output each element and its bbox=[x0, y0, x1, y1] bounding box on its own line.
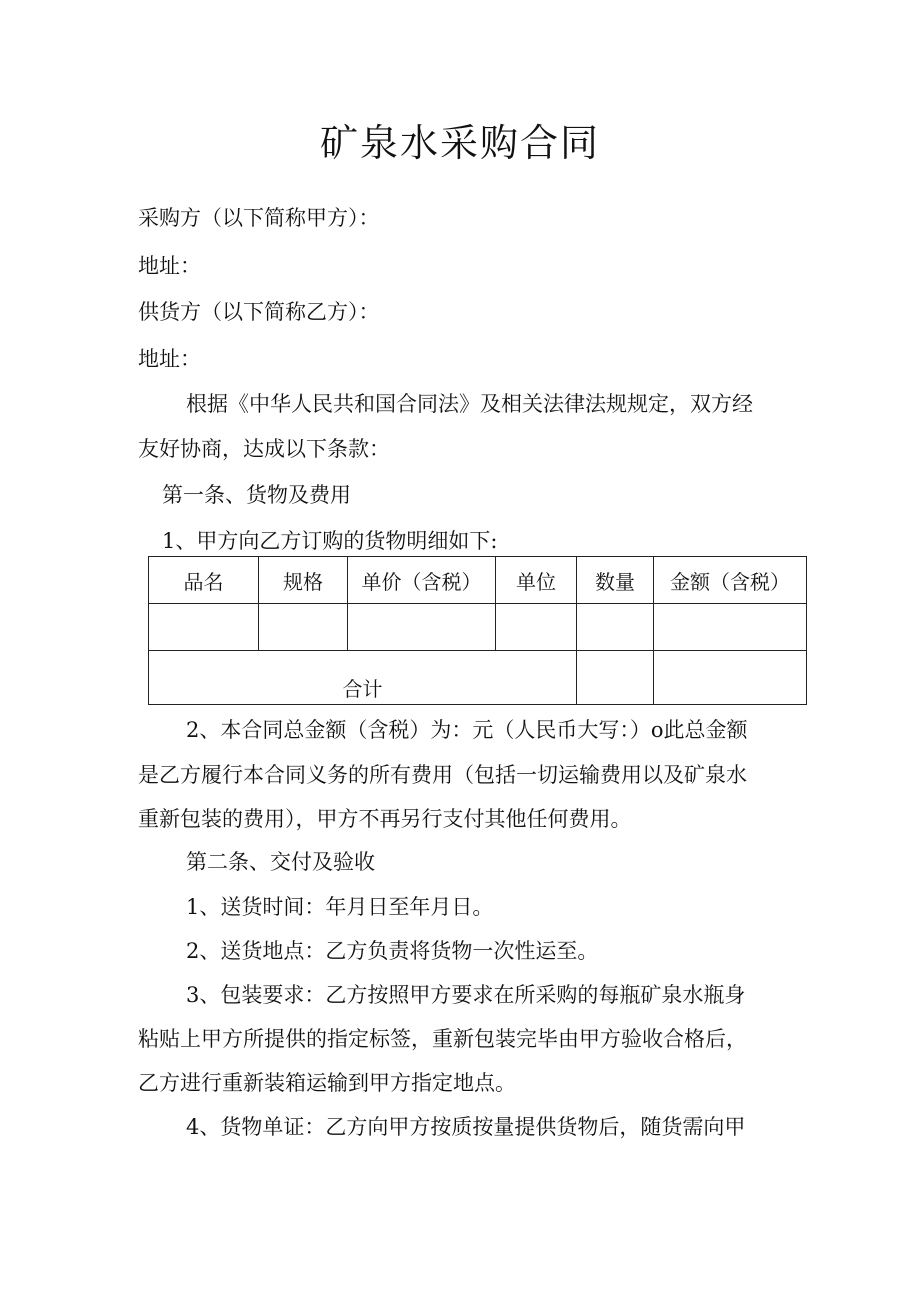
header-cell-quantity: 数量 bbox=[577, 557, 654, 604]
goods-table bbox=[148, 556, 807, 705]
article-2-heading: 第二条、交付及验收 bbox=[186, 850, 375, 874]
article-1-heading: 第一条、货物及费用 bbox=[162, 483, 351, 507]
article-2-item-3-line-3: 乙方进行重新装箱运输到甲方指定地点。 bbox=[138, 1071, 516, 1095]
table-cell bbox=[149, 604, 259, 651]
table-cell bbox=[259, 604, 348, 651]
article-2-item-1: 1、送货时间：年月日至年月日。 bbox=[186, 895, 494, 919]
header-cell-amount: 金额（含税） bbox=[654, 557, 807, 604]
buyer-address-line: 地址： bbox=[138, 254, 201, 278]
supplier-address-line: 地址： bbox=[138, 347, 201, 371]
article-2-item-3-line-1: 3、包装要求：乙方按照甲方要求在所采购的每瓶矿泉水瓶身 bbox=[186, 983, 746, 1007]
table-header-row bbox=[149, 557, 807, 604]
table-total-row bbox=[149, 651, 807, 705]
header-cell-unit: 单位 bbox=[496, 557, 577, 604]
supplier-line: 供货方（以下简称乙方）： bbox=[138, 300, 380, 324]
total-quantity-cell bbox=[577, 651, 654, 705]
table-cell bbox=[348, 604, 496, 651]
buyer-line: 采购方（以下简称甲方）： bbox=[138, 206, 380, 230]
article-1-item-2-line-3: 重新包装的费用），甲方不再另行支付其他任何费用。 bbox=[138, 807, 632, 831]
total-amount-cell bbox=[654, 651, 807, 705]
header-cell-unit-price: 单价（含税） bbox=[348, 557, 496, 604]
total-label: 合计 bbox=[149, 651, 577, 705]
table-cell bbox=[654, 604, 807, 651]
article-2-item-4-line-1: 4、货物单证：乙方向甲方按质按量提供货物后，随货需向甲 bbox=[186, 1115, 746, 1139]
preamble-line-1: 根据《中华人民共和国合同法》及相关法律法规规定，双方经 bbox=[186, 392, 753, 416]
table-row bbox=[149, 604, 807, 651]
article-1-item-2-line-2: 是乙方履行本合同义务的所有费用（包括一切运输费用以及矿泉水 bbox=[138, 763, 747, 787]
table-cell bbox=[577, 604, 654, 651]
table-cell bbox=[496, 604, 577, 651]
header-cell-name: 品名 bbox=[149, 557, 259, 604]
preamble-line-2: 友好协商，达成以下条款： bbox=[138, 437, 390, 461]
header-cell-spec: 规格 bbox=[259, 557, 348, 604]
article-2-item-2: 2、送货地点：乙方负责将货物一次性运至。 bbox=[186, 939, 599, 963]
article-1-item-1: 1、甲方向乙方订购的货物明细如下: bbox=[162, 529, 498, 553]
article-2-item-3-line-2: 粘贴上甲方所提供的指定标签，重新包装完毕由甲方验收合格后， bbox=[138, 1027, 747, 1051]
article-1-item-2-line-1: 2、本合同总金额（含税）为：元（人民币大写：）o此总金额 bbox=[186, 718, 748, 742]
page-title: 矿泉水采购合同 bbox=[319, 121, 600, 165]
